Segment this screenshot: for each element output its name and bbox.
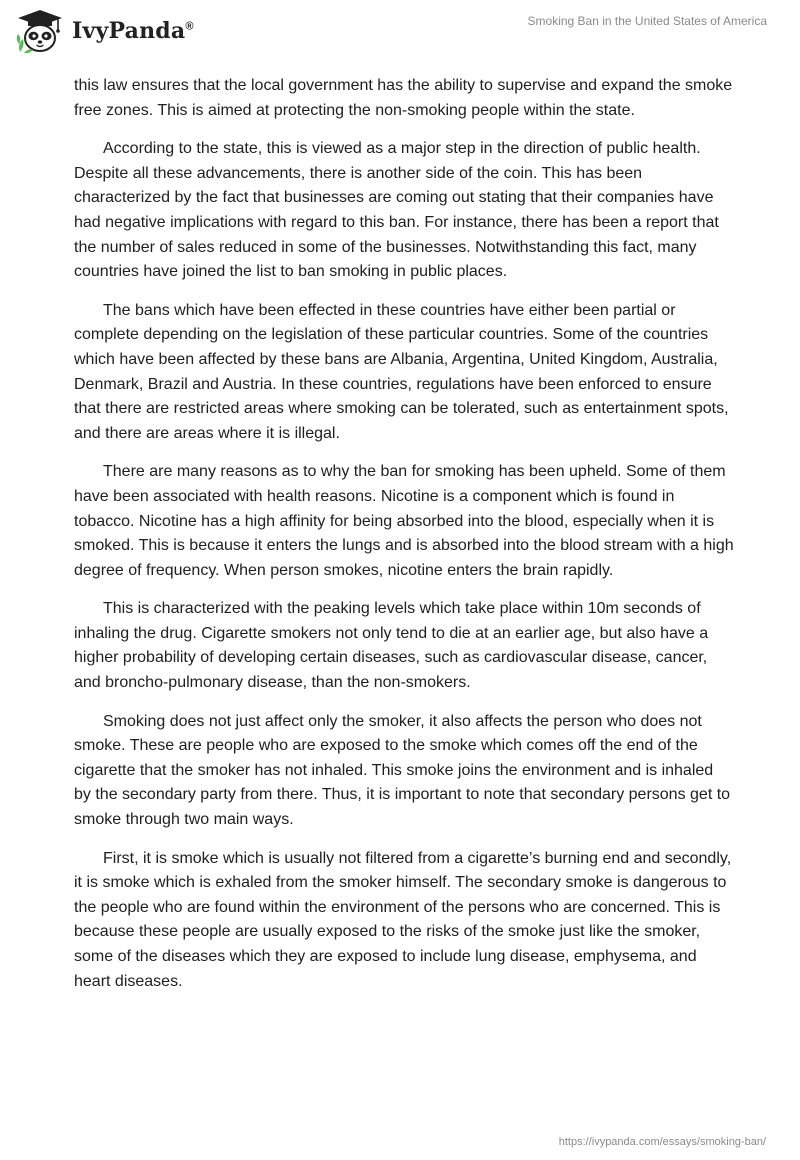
ivypanda-logo[interactable] (14, 8, 194, 54)
panda-graduate-icon (14, 8, 66, 54)
document-title: Smoking Ban in the United States of America (527, 14, 767, 28)
paragraph-5: This is characterized with the peaking levels which take place within 10m seconds of inhaling the drug. Cigarette smokers not only tend to die at an earlier age, but also have a higher probability of developing certain diseases, such as cardiovascular disease, cancer, and broncho-pulmonary disease, than the non-smokers. (74, 600, 709, 692)
source-url[interactable]: https://ivypanda.com/essays/smoking-ban/ (558, 1136, 766, 1148)
page-header (0, 0, 800, 70)
paragraph-3: The bans which have been effected in these countries have either been partial or complete depending on the legislation of these particular countries. Some of the countries which have been affected by these bans are Albania, Argentina, United Kingdom, Australia, Denmark, Brazil and Austria. In these countries, regulations have been enforced to ensure that there are restricted areas where smoking can be tolerated, such as entertainment spots, and there are areas where it is illegal. (74, 301, 729, 442)
paragraph-4: There are many reasons as to why the ban for smoking has been upheld. Some of them have been associated with health reasons. Nicotine is a component which is found in tobacco. Nicotine has a high affinity for being absorbed into the blood, especially when it is smoked. This is because it enters the lungs and is absorbed into the blood stream with a high degree of frequency. When person smokes, nicotine enters the brain rapidly. (74, 463, 734, 579)
paragraph-2: According to the state, this is viewed as a major step in the direction of public health. Despite all these advancements, there is another side of the coin. This has been characterized by the fact that businesses are coming out stating that their companies have had negative implications with regard to this ban. For instance, there has been a report that the number of sales reduced in some of the businesses. Notwithstanding this fact, many countries have joined the list to ban smoking in public places. (74, 140, 719, 281)
paragraph-6: Smoking does not just affect only the smoker, it also affects the person who does not smoke. These are people who are exposed to the smoke which comes off the end of the cigarette that the smoker has not inhaled. This smoke joins the environment and is inhaled by the secondary party from there. Thus, it is important to note that secondary persons get to smoke through two main ways. (74, 712, 731, 829)
paragraph-7: First, it is smoke which is usually not filtered from a cigarette’s burning end and secondly, it is smoke which is exhaled from the smoker himself. The secondary smoke is dangerous to the people who are found within the environment of the persons who are concerned. This is because these people are usually exposed to the risks of the smoke just like the smoker, some of the diseases which they are exposed to include lung disease, emphysema, and heart diseases. (74, 849, 732, 990)
registered-mark: ® (185, 20, 194, 33)
brand-name: IvyPanda® (72, 18, 194, 44)
paragraph-1: this law ensures that the local government has the ability to supervise and expand the smoke free zones. This is aimed at protecting the non-smoking people within the state. (74, 77, 733, 119)
essay-body (74, 74, 734, 1008)
